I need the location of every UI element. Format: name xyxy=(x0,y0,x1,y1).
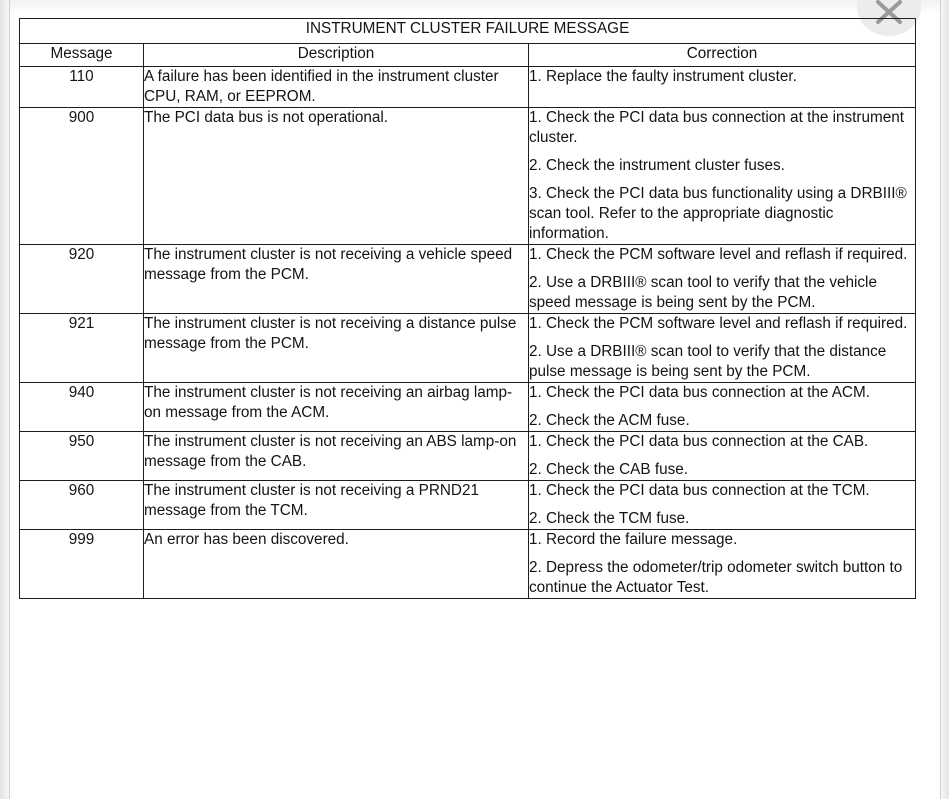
description-cell: The instrument cluster is not receiving a PRND21 message from the TCM. xyxy=(144,481,529,530)
correction-step: 2. Use a DRBIII® scan tool to verify that the vehicle speed message is being sent by the PCM. xyxy=(529,274,877,311)
correction-step: 1. Check the PCM software level and reflash if required. xyxy=(529,315,908,332)
viewer-top-edge xyxy=(0,0,949,14)
table-row xyxy=(20,383,916,432)
correction-cell xyxy=(529,67,916,108)
viewer-left-edge xyxy=(0,0,10,799)
description-cell: The PCI data bus is not operational. xyxy=(144,108,529,245)
correction-step: 2. Check the CAB fuse. xyxy=(529,461,688,478)
message-code: 900 xyxy=(20,108,144,245)
correction-step: 2. Check the TCM fuse. xyxy=(529,510,690,527)
correction-cell xyxy=(529,314,916,383)
message-code: 950 xyxy=(20,432,144,481)
column-header-correction: Correction xyxy=(529,44,916,67)
description-cell: A failure has been identified in the instrument cluster CPU, RAM, or EEPROM. xyxy=(144,67,529,108)
table-title: INSTRUMENT CLUSTER FAILURE MESSAGE xyxy=(20,19,916,44)
message-code: 920 xyxy=(20,245,144,314)
correction-step: 2. Check the ACM fuse. xyxy=(529,412,690,429)
message-code: 921 xyxy=(20,314,144,383)
correction-cell xyxy=(529,383,916,432)
correction-step: 3. Check the PCI data bus functionality using a DRBIII® scan tool. Refer to the appropriate diagnostic information. xyxy=(529,185,907,242)
correction-step: 1. Record the failure message. xyxy=(529,531,738,548)
message-code: 960 xyxy=(20,481,144,530)
column-header-message: Message xyxy=(20,44,144,67)
table-row xyxy=(20,530,916,599)
table-row xyxy=(20,108,916,245)
correction-step: 2. Check the instrument cluster fuses. xyxy=(529,157,785,174)
message-code: 999 xyxy=(20,530,144,599)
description-cell: The instrument cluster is not receiving an ABS lamp-on message from the CAB. xyxy=(144,432,529,481)
description-cell: The instrument cluster is not receiving an airbag lamp-on message from the ACM. xyxy=(144,383,529,432)
correction-step: 1. Check the PCI data bus connection at the CAB. xyxy=(529,433,869,450)
correction-cell xyxy=(529,530,916,599)
table-row xyxy=(20,245,916,314)
failure-message-table xyxy=(19,18,916,599)
correction-cell xyxy=(529,108,916,245)
table-row xyxy=(20,67,916,108)
correction-step: 1. Check the PCI data bus connection at the instrument cluster. xyxy=(529,109,904,146)
description-cell: The instrument cluster is not receiving a vehicle speed message from the PCM. xyxy=(144,245,529,314)
correction-step: 1. Check the PCI data bus connection at the ACM. xyxy=(529,384,870,401)
correction-cell xyxy=(529,432,916,481)
description-cell: The instrument cluster is not receiving a distance pulse message from the PCM. xyxy=(144,314,529,383)
correction-step: 1. Replace the faulty instrument cluster. xyxy=(529,68,797,85)
correction-cell xyxy=(529,481,916,530)
correction-step: 1. Check the PCM software level and reflash if required. xyxy=(529,246,908,263)
table-row xyxy=(20,481,916,530)
table-row xyxy=(20,314,916,383)
column-header-description: Description xyxy=(144,44,529,67)
description-cell: An error has been discovered. xyxy=(144,530,529,599)
correction-step: 1. Check the PCI data bus connection at the TCM. xyxy=(529,482,870,499)
table-row xyxy=(20,432,916,481)
message-code: 110 xyxy=(20,67,144,108)
message-code: 940 xyxy=(20,383,144,432)
correction-step: 2. Depress the odometer/trip odometer switch button to continue the Actuator Test. xyxy=(529,559,903,596)
correction-cell xyxy=(529,245,916,314)
correction-step: 2. Use a DRBIII® scan tool to verify that the distance pulse message is being sent by the PCM. xyxy=(529,343,887,380)
viewer-right-edge xyxy=(940,0,949,799)
